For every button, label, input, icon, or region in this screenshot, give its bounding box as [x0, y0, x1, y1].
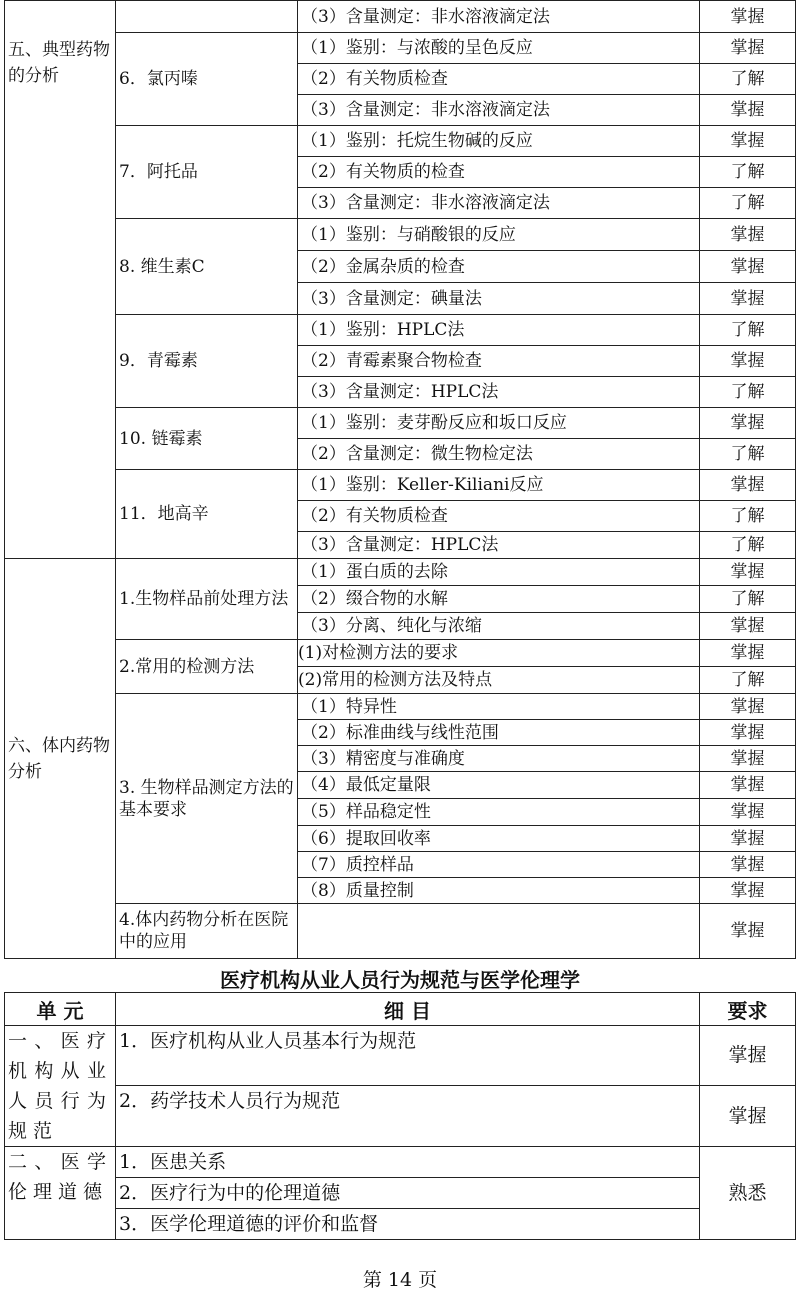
table-row: [5, 219, 796, 251]
requirement-cell: 掌握: [700, 904, 796, 959]
unit-cell: 五、典型药物的分析: [5, 1, 116, 559]
detail-cell: （2）含量测定：微生物检定法: [298, 439, 700, 470]
detail-cell: （2）有关物质检查: [298, 501, 700, 532]
detail-cell: （1）鉴别：与浓酸的呈色反应: [298, 33, 700, 64]
detail-cell: （1）鉴别：HPLC法: [298, 315, 700, 346]
requirement-cell: 了解: [700, 439, 796, 470]
detail-cell: （3）含量测定：HPLC法: [298, 377, 700, 408]
unit-cell: 六、体内药物分析: [5, 559, 116, 959]
requirement-cell: 了解: [700, 315, 796, 346]
requirement-cell: 了解: [700, 188, 796, 219]
table-row: [5, 408, 796, 439]
detail-cell: （4）最低定量限: [298, 772, 700, 799]
section-title: 医疗机构从业人员行为规范与医学伦理学: [220, 968, 580, 992]
requirement-cell: 掌握: [700, 852, 796, 878]
requirement-cell: 掌握: [700, 720, 796, 746]
detail-cell: 1．医疗机构从业人员基本行为规范: [116, 1026, 700, 1086]
detail-cell: （2）有关物质检查: [298, 64, 700, 95]
requirement-cell: 掌握: [700, 799, 796, 826]
detail-cell: （2）金属杂质的检查: [298, 251, 700, 283]
detail-cell: （2）缀合物的水解: [298, 586, 700, 613]
detail-cell: (2)常用的检测方法及特点: [298, 667, 700, 694]
table-row: [5, 640, 796, 667]
header-requirement: 要求: [700, 993, 796, 1026]
detail-cell: （3）含量测定：非水溶液滴定法: [298, 95, 700, 126]
topic-cell: 8. 维生素C: [116, 219, 298, 315]
topic-cell-empty: [116, 1, 298, 33]
requirement-cell: 了解: [700, 377, 796, 408]
table-row: [5, 1209, 796, 1240]
table-row: [5, 1178, 796, 1209]
topic-cell: 2.常用的检测方法: [116, 640, 298, 694]
requirement-cell: 熟悉: [700, 1147, 796, 1240]
requirement-cell: 掌握: [700, 772, 796, 799]
detail-cell: （3）含量测定：非水溶液滴定法: [298, 188, 700, 219]
detail-cell: （2）标准曲线与线性范围: [298, 720, 700, 746]
requirement-cell: 掌握: [700, 694, 796, 720]
requirement-cell: 掌握: [700, 126, 796, 157]
requirement-cell: 了解: [700, 64, 796, 95]
table-row: [5, 559, 796, 586]
table-row: [5, 126, 796, 157]
topic-cell: 10. 链霉素: [116, 408, 298, 470]
detail-cell: 2．医疗行为中的伦理道德: [116, 1178, 700, 1209]
table-row: [5, 1085, 796, 1146]
requirement-cell: 掌握: [700, 346, 796, 377]
detail-cell-empty: [298, 904, 700, 959]
detail-cell: （1）蛋白质的去除: [298, 559, 700, 586]
topic-cell: 3. 生物样品测定方法的基本要求: [116, 694, 298, 904]
requirement-cell: 掌握: [700, 408, 796, 439]
topic-cell: 7．阿托品: [116, 126, 298, 219]
detail-cell: 2．药学技术人员行为规范: [116, 1085, 700, 1146]
requirement-cell: 掌握: [700, 33, 796, 64]
requirement-cell: 了解: [700, 586, 796, 613]
requirement-cell: 掌握: [700, 1, 796, 33]
table-row: [5, 315, 796, 346]
requirement-cell: 掌握: [700, 746, 796, 772]
unit-cell: 一、医疗机构从业人员行为规范: [5, 1026, 116, 1147]
topic-cell: 9．青霉素: [116, 315, 298, 408]
detail-cell: （3）含量测定：碘量法: [298, 283, 700, 315]
topic-cell: 11．地高辛: [116, 470, 298, 559]
detail-cell: （1）鉴别：托烷生物碱的反应: [298, 126, 700, 157]
requirement-cell: 了解: [700, 532, 796, 559]
requirement-cell: 掌握: [700, 613, 796, 640]
detail-cell: （8）质量控制: [298, 878, 700, 904]
header-unit: 单 元: [5, 993, 116, 1026]
header-detail: 细 目: [116, 993, 700, 1026]
requirement-cell: 掌握: [700, 95, 796, 126]
requirement-cell: 掌握: [700, 283, 796, 315]
unit-cell: 二、医学伦理道德: [5, 1147, 116, 1240]
requirement-cell: 掌握: [700, 1026, 796, 1086]
requirement-cell: 掌握: [700, 470, 796, 501]
detail-cell: （1）特异性: [298, 694, 700, 720]
detail-cell: （2）青霉素聚合物检查: [298, 346, 700, 377]
header-row: [5, 993, 796, 1026]
detail-cell: 3．医学伦理道德的评价和监督: [116, 1209, 700, 1240]
table-row: [5, 470, 796, 501]
detail-cell: （3）分离、纯化与浓缩: [298, 613, 700, 640]
table-row: [5, 33, 796, 64]
detail-cell: （1）鉴别：麦芽酚反应和坂口反应: [298, 408, 700, 439]
page-number: 第 14 页: [362, 1269, 438, 1291]
detail-cell: （2）有关物质的检查: [298, 157, 700, 188]
requirement-cell: 掌握: [700, 559, 796, 586]
topic-cell: 4.体内药物分析在医院中的应用: [116, 904, 298, 959]
detail-cell: （3）含量测定：非水溶液滴定法: [298, 1, 700, 33]
table-row: [5, 904, 796, 959]
detail-cell: （7）质控样品: [298, 852, 700, 878]
table-row: [5, 1, 796, 33]
detail-cell: （3）精密度与准确度: [298, 746, 700, 772]
requirement-cell: 掌握: [700, 826, 796, 852]
requirement-cell: 掌握: [700, 251, 796, 283]
detail-cell: （1）鉴别：Keller-Kiliani反应: [298, 470, 700, 501]
requirement-cell: 掌握: [700, 1085, 796, 1146]
requirement-cell: 掌握: [700, 219, 796, 251]
requirement-cell: 掌握: [700, 878, 796, 904]
requirement-cell: 了解: [700, 501, 796, 532]
detail-cell: （6）提取回收率: [298, 826, 700, 852]
detail-cell: (1)对检测方法的要求: [298, 640, 700, 667]
table-row: [5, 1026, 796, 1086]
ethics-outline-table: [4, 992, 796, 1240]
requirement-cell: 掌握: [700, 640, 796, 667]
requirement-cell: 了解: [700, 667, 796, 694]
table-row: [5, 1147, 796, 1178]
topic-cell: 6．氯丙嗪: [116, 33, 298, 126]
table-row: [5, 694, 796, 720]
topic-cell: 1.生物样品前处理方法: [116, 559, 298, 640]
detail-cell: （1）鉴别：与硝酸银的反应: [298, 219, 700, 251]
requirement-cell: 了解: [700, 157, 796, 188]
detail-cell: （3）含量测定：HPLC法: [298, 532, 700, 559]
exam-outline-table-continued: [4, 0, 796, 959]
detail-cell: （5）样品稳定性: [298, 799, 700, 826]
detail-cell: 1．医患关系: [116, 1147, 700, 1178]
